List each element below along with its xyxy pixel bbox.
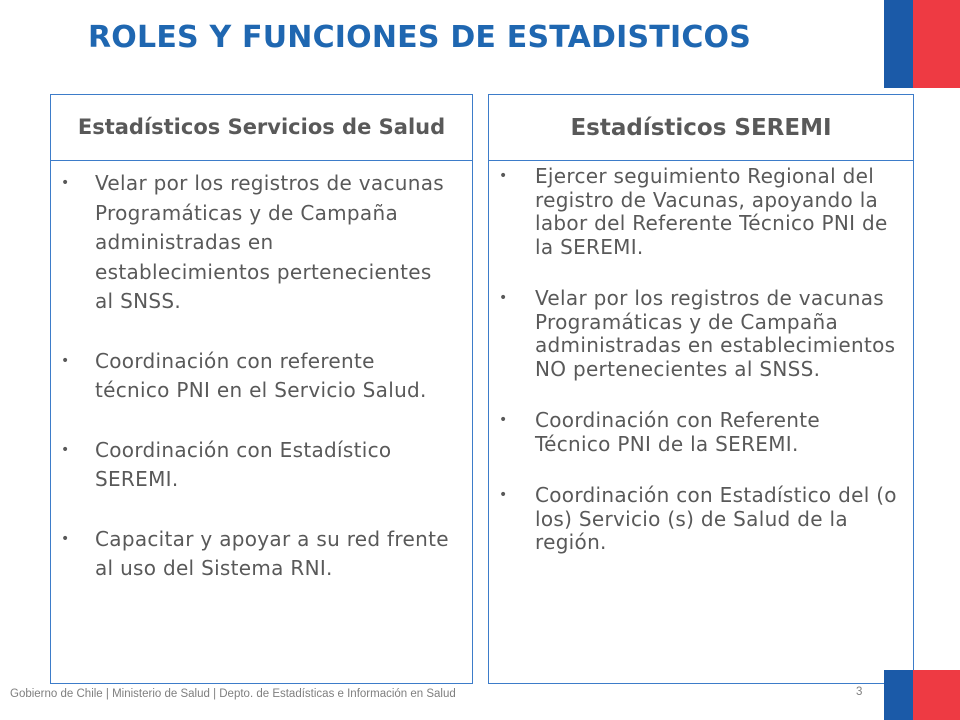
- list-item: [499, 286, 899, 381]
- list-item-text: Coordinación con referente técnico PNI en el Servicio Salud.: [95, 348, 427, 402]
- right-panel-list: [489, 161, 913, 555]
- flag-blue-stripe: [884, 0, 913, 88]
- bullet-icon: •: [61, 530, 70, 547]
- flag-logo-top: [884, 0, 960, 88]
- list-item-text: Velar por los registros de vacunas Programáticas y de Campaña administradas en establecimientos pertenecientes al SNSS.: [95, 171, 444, 313]
- bullet-icon: •: [499, 487, 508, 503]
- list-item: [61, 436, 452, 495]
- list-item-text: Capacitar y apoyar a su red frente al uso del Sistema RNI.: [95, 526, 449, 580]
- list-item-text: Coordinación con Estadístico del (o los) Servicio (s) de Salud de la región.: [535, 483, 897, 554]
- bullet-icon: •: [499, 412, 508, 428]
- flag-blue-stripe: [884, 670, 913, 720]
- flag-red-stripe: [913, 0, 960, 88]
- list-item: [499, 483, 899, 555]
- bullet-icon: •: [61, 175, 70, 191]
- bullet-icon: •: [61, 441, 70, 458]
- flag-logo-bottom: [884, 670, 960, 720]
- list-item: [61, 525, 452, 584]
- bullet-icon: •: [499, 168, 508, 184]
- page-title: ROLES Y FUNCIONES DE ESTADISTICOS: [88, 20, 752, 55]
- list-item: [499, 164, 899, 259]
- flag-red-stripe: [913, 670, 960, 720]
- list-item-text: Coordinación con Referente Técnico PNI de la SEREMI.: [535, 408, 820, 456]
- page-number: 3: [856, 686, 863, 698]
- list-item: [499, 408, 899, 456]
- list-item: [61, 347, 452, 406]
- footer-text: Gobierno de Chile | Ministerio de Salud | Depto. de Estadísticas e Información en Salud: [10, 688, 456, 700]
- bullet-icon: •: [499, 290, 508, 306]
- left-panel: [50, 94, 473, 684]
- right-panel-header: Estadísticos SEREMI: [489, 95, 913, 161]
- left-panel-header: Estadísticos Servicios de Salud: [51, 95, 472, 161]
- list-item-text: Velar por los registros de vacunas Programáticas y de Campaña administradas en establecimientos NO pertenecientes al SNSS.: [535, 286, 896, 381]
- list-item: [61, 169, 452, 317]
- bullet-icon: •: [61, 352, 70, 369]
- left-panel-list: [51, 161, 472, 584]
- list-item-text: Ejercer seguimiento Regional del registro de Vacunas, apoyando la labor del Referente Técnico PNI de la SEREMI.: [535, 164, 888, 259]
- right-panel: [488, 94, 914, 684]
- list-item-text: Coordinación con Estadístico SEREMI.: [95, 437, 392, 491]
